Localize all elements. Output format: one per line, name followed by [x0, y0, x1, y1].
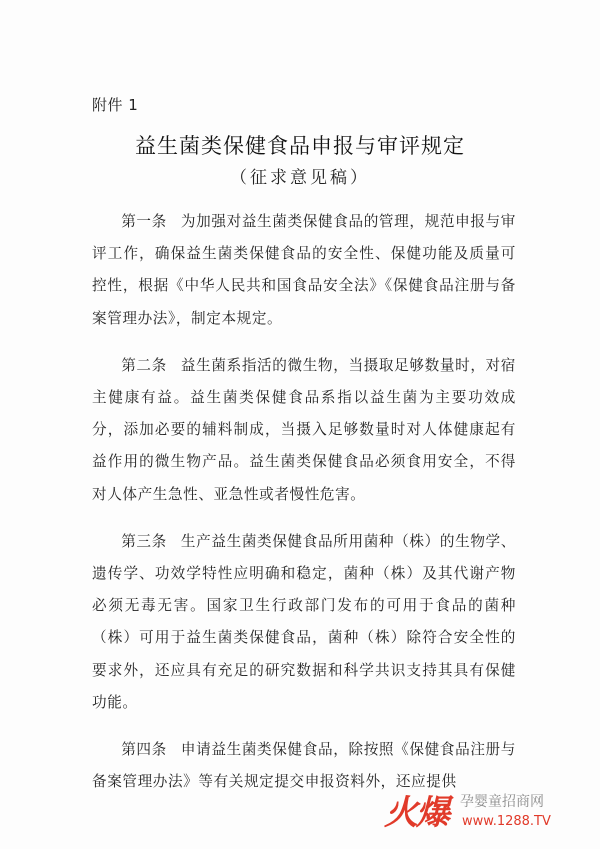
site-watermark	[384, 791, 580, 835]
article-text: 为加强对益生菌类保健食品的管理，规范申报与审评工作，确保益生菌类保健食品的安全性、保健功能及质量可控性，根据《中华人民共和国食品安全法》《保健食品注册与备案管理办法》，制定本规定。	[92, 213, 516, 327]
article-text: 生产益生菌类保健食品所用菌种（株）的生物学、遗传学、功效学特性应明确和稳定，菌种（株）及其代谢产物必须无毒无害。国家卫生行政部门发布的可用于食品的菌种（株）可用于益生菌类保健食品，菌种（株）除符合安全性的要求外，还应具有充足的研究数据和科学共识支持其具有保健功能。	[92, 532, 516, 711]
article-2	[92, 350, 516, 511]
article-number: 第二条	[121, 356, 167, 374]
watermark-site-name: 孕婴童招商网	[460, 794, 544, 810]
article-3	[92, 526, 516, 719]
article-4	[92, 734, 516, 798]
article-text: 益生菌系指活的微生物，当摄取足够数量时，对宿主健康有益。益生菌类保健食品系指以益生菌为主要功效成分，添加必要的辅料制成，当摄入足够数量时对人体健康起有益作用的微生物产品。益生菌类保健食品必须食用安全，不得对人体产生急性、亚急性或者慢性危害。	[92, 356, 516, 503]
article-1	[92, 206, 516, 335]
article-number: 第一条	[121, 213, 167, 230]
watermark-logo: 火爆	[384, 793, 448, 833]
document-title: 益生菌类保健食品申报与审评规定	[135, 134, 465, 158]
watermark-url: www.1288.TV	[462, 814, 551, 829]
document-subtitle: （征求意见稿）	[230, 168, 370, 188]
document-body	[92, 206, 516, 813]
article-text: 申请益生菌类保健食品，除按照《保健食品注册与备案管理办法》等有关规定提交申报资料外，还应提供	[92, 741, 516, 791]
article-number: 第四条	[121, 741, 167, 759]
attachment-label: 附件 1	[92, 96, 139, 114]
article-number: 第三条	[121, 532, 167, 550]
